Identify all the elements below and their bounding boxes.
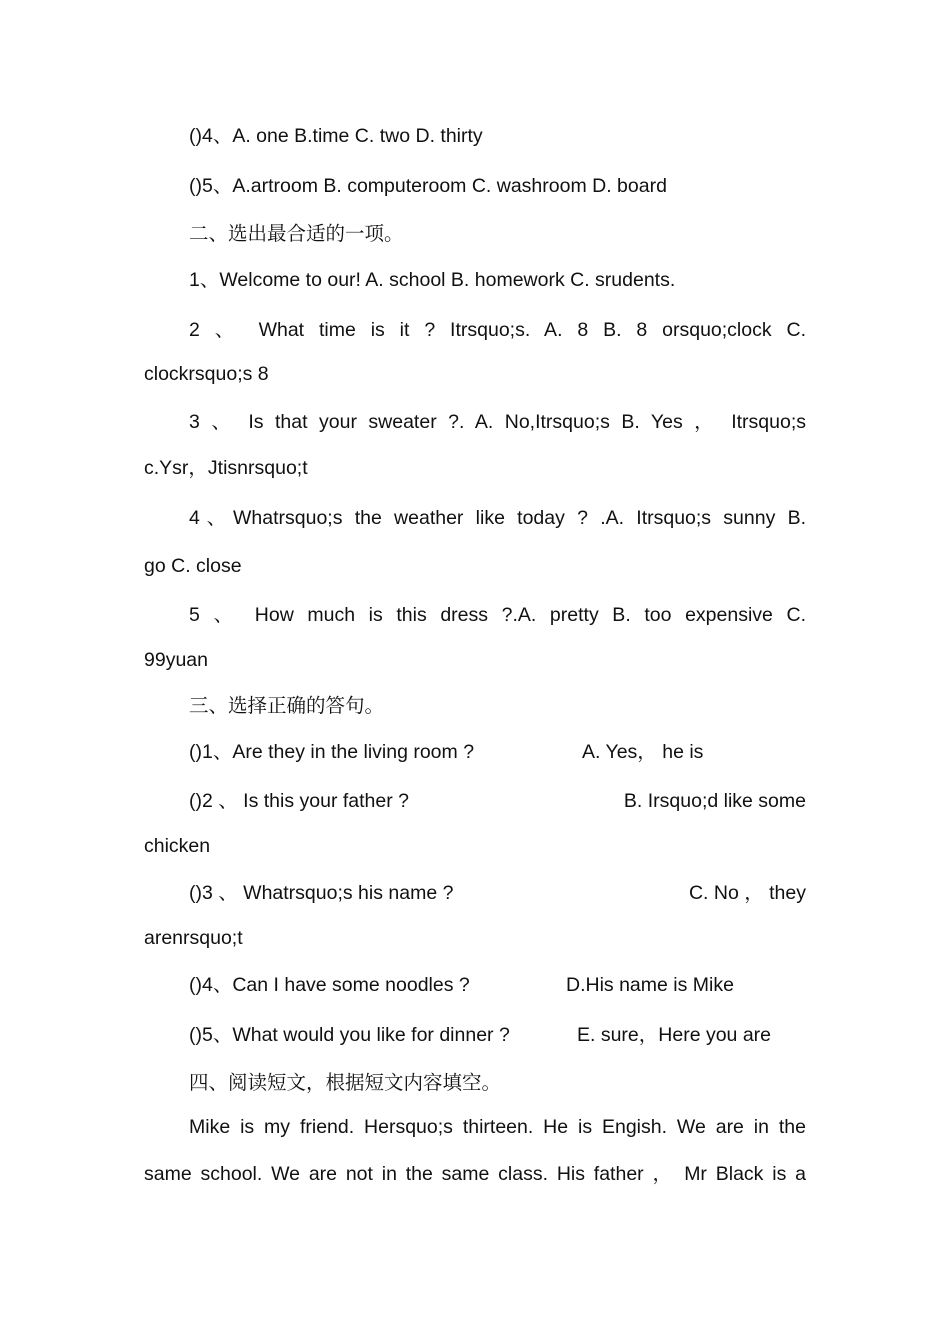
reading-paragraph-line-2: same school. We are not in the same class. His father ， Mr Black is a — [144, 1163, 806, 1185]
question-2-2-cont: clockrsquo;s 8 — [144, 363, 269, 385]
question-1-5: ()5、A.artroom B. computeroom C. washroom D. board — [189, 175, 667, 197]
question-3-2-text: ()2 、 Is this your father ? — [189, 790, 409, 812]
answer-option-c: C. No ， they — [688, 882, 806, 904]
question-3-5 — [189, 1022, 806, 1048]
question-2-1: 1、Welcome to our! A. school B. homework C. srudents. — [189, 269, 676, 291]
question-3-3-cont: arenrsquo;t — [144, 927, 243, 949]
question-2-4-cont: go C. close — [144, 555, 242, 577]
question-3-3 — [189, 880, 806, 906]
answer-option-a: A. Yes， he is — [582, 741, 704, 763]
answer-option-d: D.His name is Mike — [566, 974, 734, 996]
reading-paragraph-line-1: Mike is my friend. Hersquo;s thirteen. He is Engish. We are in the — [189, 1116, 806, 1138]
question-2-3: 3 、 Is that your sweater ?. A. No,Itrsquo;s B. Yes ， Itrsquo;s — [189, 411, 806, 433]
answer-option-e: E. sure，Here you are — [577, 1024, 772, 1046]
question-2-5-cont: 99yuan — [144, 649, 208, 671]
section-2-heading: 二、选出最合适的一项。 — [189, 222, 404, 245]
section-3-heading: 三、选择正确的答句。 — [189, 694, 385, 717]
question-1-4: ()4、A. one B.time C. two D. thirty — [189, 125, 483, 147]
question-3-3-text: ()3 、 Whatrsquo;s his name ? — [189, 882, 454, 904]
question-2-4: 4、Whatrsquo;s the weather like today ? .A. Itrsquo;s sunny B. — [189, 507, 806, 529]
answer-option-b: B. Irsquo;d like some — [623, 790, 806, 812]
question-3-1-text: ()1、Are they in the living room ? — [189, 741, 475, 763]
question-2-5: 5 、 How much is this dress ?.A. pretty B. too expensive C. — [189, 604, 806, 626]
question-2-3-cont: c.Ysr，Jtisnrsquo;t — [144, 457, 308, 479]
question-3-2-cont: chicken — [144, 835, 211, 857]
question-2-2: 2 、 What time is it ? Itrsquo;s. A. 8 B. 8 orsquo;clock C. — [189, 319, 806, 341]
question-3-1 — [189, 739, 806, 765]
section-4-heading: 四、阅读短文，根据短文内容填空。 — [189, 1071, 502, 1094]
question-3-4-text: ()4、Can I have some noodles ? — [189, 974, 470, 996]
question-3-4 — [189, 972, 806, 998]
question-3-5-text: ()5、What would you like for dinner ? — [189, 1024, 510, 1046]
question-3-2 — [189, 788, 806, 814]
